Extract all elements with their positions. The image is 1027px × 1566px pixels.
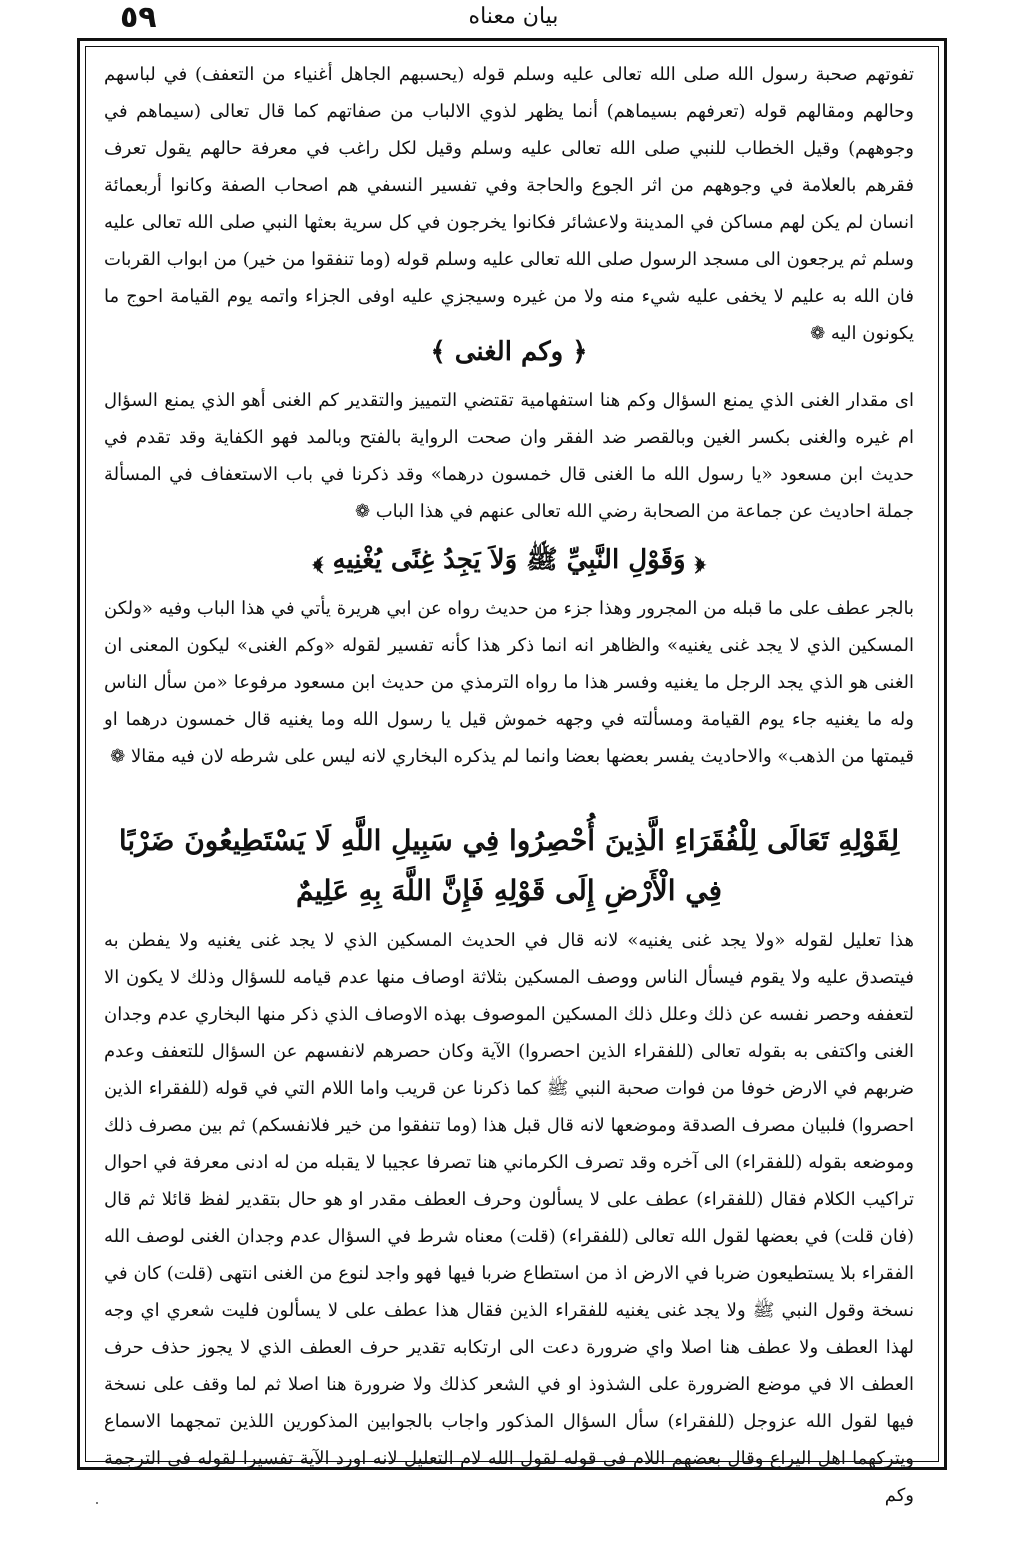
- page-body: [104, 56, 914, 1506]
- section-heading-hadith: ﴿ وَقَوْلِ النَّبِيِّ ﷺ وَلاَ يَجِدُ غِنًى يُغْنِيهِ ﴾: [312, 545, 706, 575]
- running-head: بيان معناه: [468, 4, 559, 29]
- paragraph-2: اى مقدار الغنى الذي يمنع السؤال وكم هنا استفهامية تقتضي التمييز والتقدير كم الغنى أهو الذي يمنع السؤال ام غيره والغنى بكسر الغين وبالقصر ضد الفقر وان صحت الرواية بالفتح وبالمد فهو الكفاية وقد تقدم في حديث ابن مسعود «يا رسول الله ما الغنى قال خمسون درهما» وقد ذكرنا في باب الاستعفاف في المسألة جملة احاديث عن جماعة من الصحابة رضي الله تعالى عنهم في هذا الباب ❁: [104, 390, 914, 522]
- paragraph-3: بالجر عطف على ما قبله من المجرور وهذا جزء من حديث رواه عن ابي هريرة يأتي في هذا الباب وفيه «ولكن المسكين الذي لا يجد غنى يغنيه» والظاهر انه انما ذكر هذا كأنه تفسير لقوله «وكم الغنى» ليكون المعنى ان الغنى هو الذي يجد الرجل ما يغنيه وفسر هذا ما رواه الترمذي من حديث ابن مسعود مرفوعا «من سأل الناس وله ما يغنيه جاء يوم القيامة ومسألته في وجهه خموش قيل يا رسول الله وما يغنيه قال خمسون درهما او قيمتها من الذهب» والاحاديث يفسر بعضها بعضا وانما لم يذكره البخاري لانه ليس على شرطه لان فيه مقالا ❁: [104, 598, 914, 767]
- paragraph-1: تفوتهم صحبة رسول الله صلى الله تعالى عليه وسلم قوله (يحسبهم الجاهل أغنياء من التعفف) في لباسهم وحالهم ومقالهم قوله (تعرفهم بسيماهم) أنما يظهر لذوي الالباب من صفاتهم كما قال تعالى (سيماهم في وجوههم) وقيل الخطاب للنبي صلى الله تعالى عليه وسلم وقيل لكل راغب في معرفة حالهم يقول تعرف فقرهم بالعلامة في وجوههم من اثر الجوع والحاجة وفي تفسير النسفي هم اصحاب الصفة وكانوا أربعمائة انسان لم يكن لهم مساكن في المدينة ولاعشائر فكانوا يخرجون في كل سرية بعثها النبي صلى الله تعالى عليه وسلم ثم يرجعون الى مسجد الرسول صلى الله تعالى عليه وسلم قوله (وما تنفقوا من خير) من ابواب القربات فان الله به عليم لا يخفى عليه شيء منه ولا من غيره وسيجزي عليه اوفى الجزاء واتمه يوم القيامة احوج ما يكونون اليه ❁: [104, 64, 914, 344]
- page-header: [0, 0, 1027, 36]
- section-heading-quran-verse: لِقَوْلِهِ تَعَالَى لِلْفُقَرَاءِ الَّذِينَ أُحْصِرُوا فِي سَبِيلِ اللَّهِ لَا يَسْتَطِيعُونَ ضَرْبًا فِي الْأَرْضِ إِلَى قَوْلِهِ فَإِنَّ اللَّهَ بِهِ عَلِيمٌ: [118, 824, 900, 907]
- print-speck: [96, 1502, 98, 1504]
- paragraph-4: هذا تعليل لقوله «ولا يجد غنى يغنيه» لانه قال في الحديث المسكين الذي لا يجد غنى يغنيه ولا يفطن به فيتصدق عليه ولا يقوم فيسأل الناس ووصف المسكين بثلاثة اوصاف منها عدم قيامه للسؤال وذلك لا يكون الا لتعففه وحصر نفسه عن ذلك وعلل ذلك المسكين الموصوف بهذه الاوصاف الذي ذكر منها البخاري عدم وجدان الغنى واكتفى به بقوله تعالى (للفقراء الذين احصروا) الآية وكان حصرهم لانفسهم عن السؤال للتعفف وعدم ضربهم في الارض خوفا من فوات صحبة النبي ﷺ كما ذكرنا عن قريب واما اللام التي في قوله (للفقراء الذين احصروا) فلبيان مصرف الصدقة وموضعها لانه قال قبل هذا (وما تنفقوا من خير فلانفسكم) ثم بين مصرف ذلك وموضعه بقوله (للفقراء) الى آخره وقد تصرف الكرماني هنا تصرفا عجيبا لا يقبله من له ادنى معرفة في احوال تراكيب الكلام فقال (للفقراء) عطف على لا يسألون وحرف العطف مقدر او هو حال بتقدير لفظ قائلا ثم قال (فان قلت) في بعضها لقول الله تعالى (للفقراء) (قلت) معناه شرط في السؤال عدم وجدان الغنى لوصف الله الفقراء بلا يستطيعون ضربا في الارض اذ من استطاع ضربا فيها فهو واجد لنوع من الغنى انتهى (قلت) كان في نسخة وقول النبي ﷺ ولا يجد غنى يغنيه للفقراء الذين فقال هذا عطف على لا يسألون فليت شعري اي وجه لهذا العطف ولا عطف هنا اصلا واي ضرورة دعت الى ارتكابه تقدير حرف العطف الذي لا يجوز حذف حرف العطف الا في موضع الضرورة على الشذوذ او في الشعر كذلك ولا ضرورة هنا اصلا ثم لما وقف على نسخة فيها لقول الله عزوجل (للفقراء) سأل السؤال المذكور واجاب بالجوابين المذكورين اللذين تمجهما الاسماع ويتركهما اهل اليراع وقال بعضهم اللام في قوله لقول الله لام التعليل لانه اورد الآية تفسيرا لقوله في الترجمة وكم: [104, 930, 914, 1506]
- page-number: ٥٩: [120, 0, 157, 35]
- section-heading-wakam-alghina: ﴿ وكم الغنى ﴾: [430, 337, 588, 367]
